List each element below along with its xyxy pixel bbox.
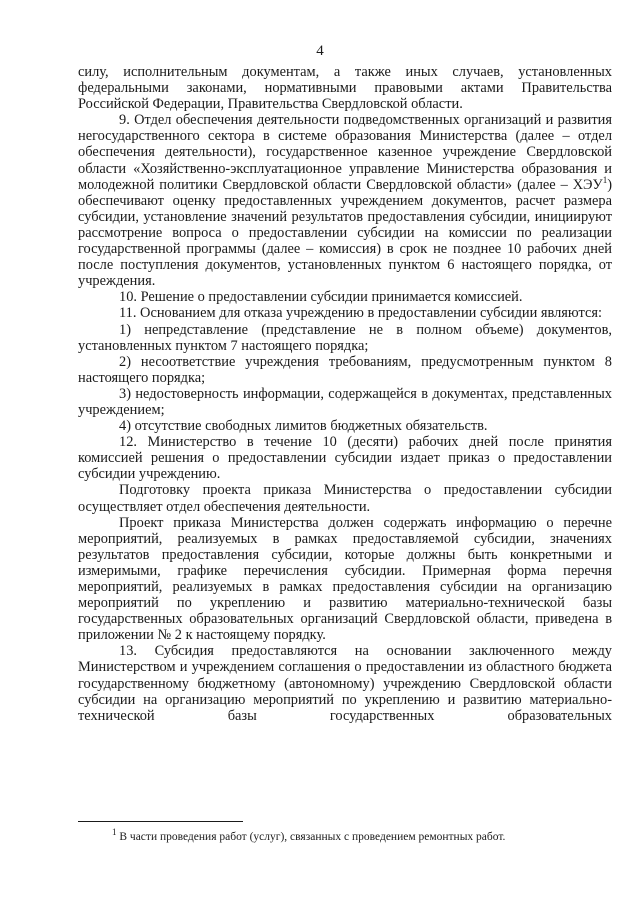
paragraph-item-13: 13. Субсидия предоставляются на основании заключенного между Министерством и учреждением соглашения о предоставлении из областного бюджета государственному бюджетному (автономному) учреждению Свердловской области субсидии на организацию мероприятий по укреплению и развитию материально-технической базы государственных образовательных bbox=[78, 643, 612, 724]
body-text bbox=[78, 64, 612, 724]
footnote-reference: 1 bbox=[602, 174, 608, 185]
footnote-marker: 1 bbox=[112, 827, 117, 838]
paragraph-item-11: 11. Основанием для отказа учреждению в предоставлении субсидии являются: bbox=[119, 305, 602, 322]
footnote bbox=[112, 827, 612, 844]
page-number: 4 bbox=[316, 43, 324, 59]
paragraph-continuation: силу, исполнительным документам, а также иных случаев, установленных федеральными законами, нормативными правовыми актами Правительства Российской Федерации, Правительства Свердловской области. bbox=[78, 64, 612, 113]
list-item-2: 2) несоответствие учреждения требованиям, предусмотренным пунктом 8 настоящего порядка; bbox=[78, 353, 612, 386]
footnote-divider bbox=[78, 821, 243, 822]
list-item-4: 4) отсутствие свободных лимитов бюджетных обязательств. bbox=[119, 418, 488, 435]
paragraph-item-12: 12. Министерство в течение 10 (десяти) рабочих дней после принятия комиссией решения о предоставлении субсидии издает приказ о предоставлении субсидии учреждению. bbox=[78, 434, 612, 483]
paragraph-item-9-part-1: 9. Отдел обеспечения деятельности подведомственных организаций и развития негосударственного сектора в системе образования Министерства (далее – отдел обеспечения деятельности), государственное казенное учреждение Свердловской области «Хозяйственно-эксплуатационное управление Министерства образования и молодежной политики Свердловской области Свердловской области» (далее – ХЭУ bbox=[78, 112, 612, 193]
paragraph-item-9 bbox=[78, 112, 612, 289]
paragraph-order-contents: Проект приказа Министерства должен содержать информацию о перечне мероприятий, реализуемых в рамках предоставляемой субсидии, значениях результатов предоставления субсидии, которые должны быть конкретными и измеримыми, графике перечисления субсидии. Примерная форма перечня мероприятий, реализуемых в рамках предоставления субсидии на организацию мероприятий по укреплению и развитию материально-технической базы государственных образовательных организаций Свердловской области, приведена в приложении № 2 к настоящему порядку. bbox=[78, 514, 612, 644]
list-item-1: 1) непредставление (представление не в полном объеме) документов, установленных пунктом 7 настоящего порядка; bbox=[78, 321, 612, 354]
paragraph-item-9-part-2: ) обеспечивают оценку предоставленных учреждением документов, расчет размера субсидии, установление значений результатов предоставления субсидии, инициируют рассмотрение вопроса о предоставлении субсидии на комиссии по реализации государственной программы (далее – комиссия) в срок не позднее 10 рабочих дней после поступления документов, установленных пунктом 6 настоящего порядка, от учреждения. bbox=[78, 176, 612, 290]
paragraph-order-preparation: Подготовку проекта приказа Министерства о предоставлении субсидии осуществляет отдел обеспечения деятельности. bbox=[78, 482, 612, 515]
list-item-3: 3) недостоверность информации, содержащейся в документах, представленных учреждением; bbox=[78, 385, 612, 418]
footnote-text: В части проведения работ (услуг), связанных с проведением ремонтных работ. bbox=[119, 831, 506, 843]
paragraph-item-10: 10. Решение о предоставлении субсидии принимается комиссией. bbox=[119, 289, 523, 306]
